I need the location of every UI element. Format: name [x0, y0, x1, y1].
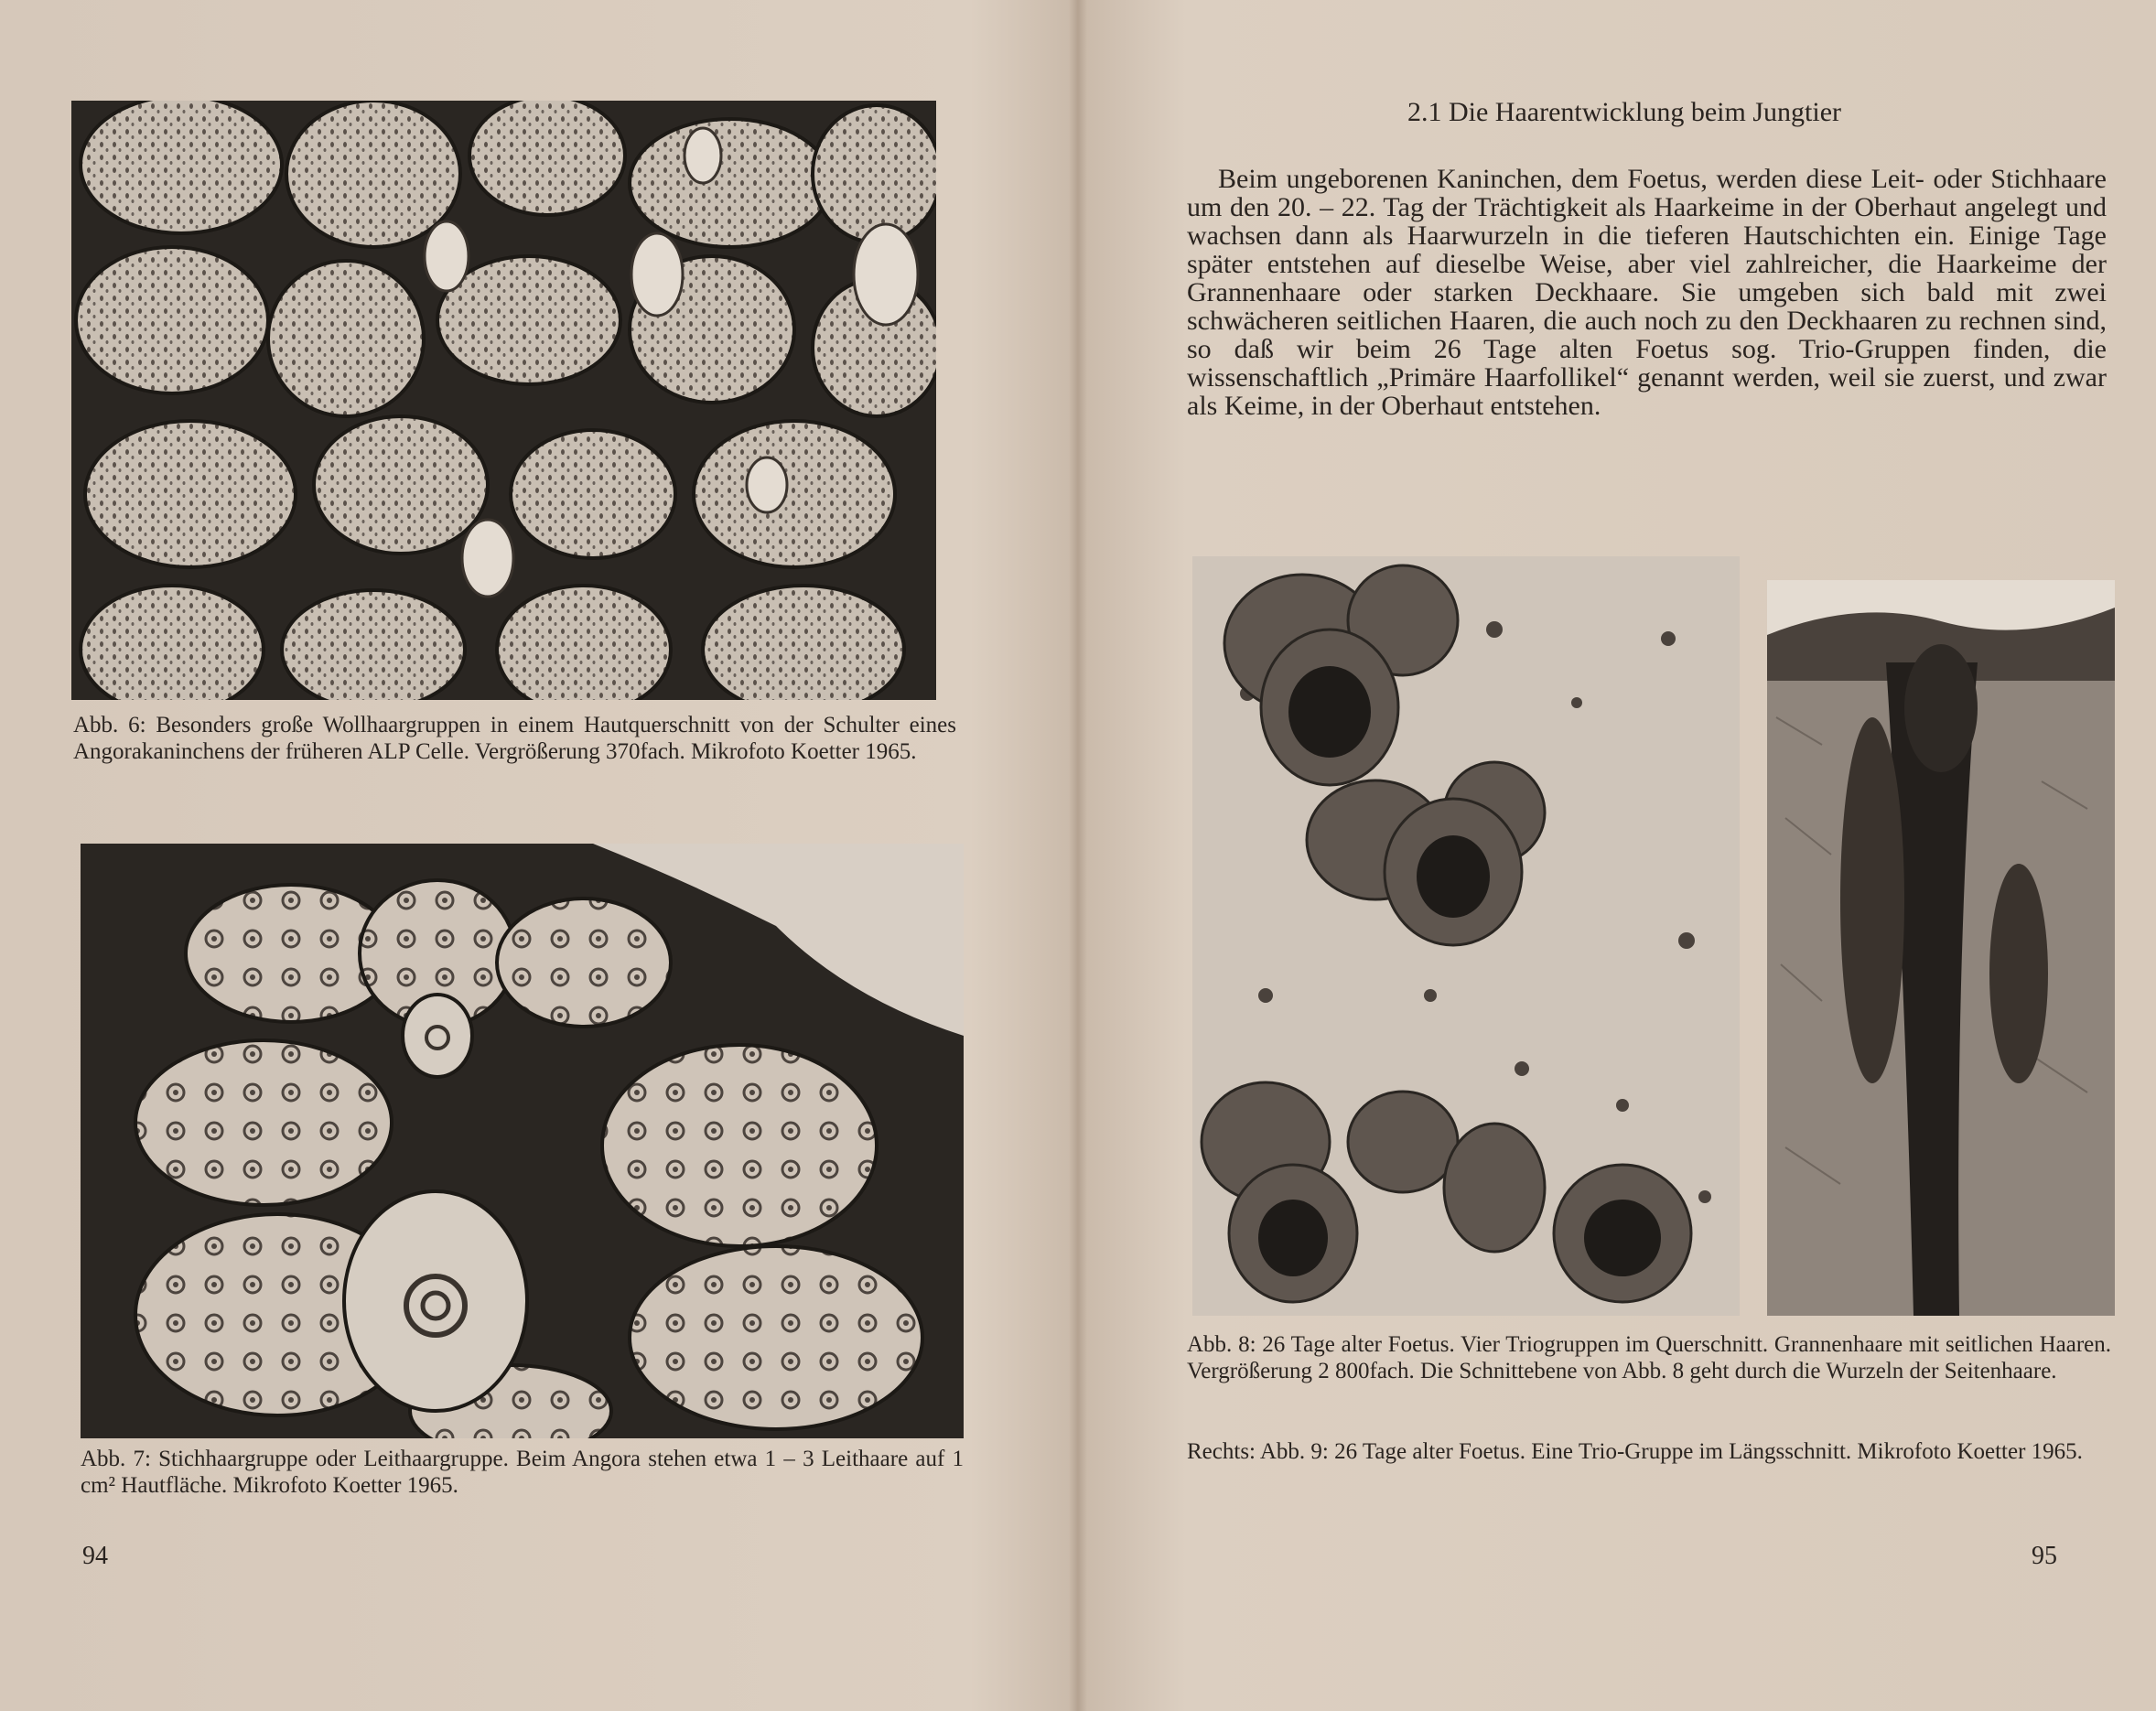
figure-7-micrograph	[81, 844, 964, 1438]
page-number-left: 94	[82, 1542, 108, 1570]
figure-9-caption: Rechts: Abb. 9: 26 Tage alter Foetus. Eine Trio-Gruppe im Längsschnitt. Mikrofoto Koetter 1965.	[1187, 1439, 2083, 1464]
left-page	[0, 0, 1071, 1711]
figure-6-micrograph	[71, 101, 936, 700]
right-page	[1084, 0, 2156, 1711]
body-paragraph: Beim ungeborenen Kaninchen, dem Foetus, werden diese Leit- oder Stichhaare um den 20. – 22. Tag der Trächtigkeit als Haarkeime in der Oberhaut angelegt und wachsen dann als Haarwurzeln in die tieferen Hautschichten ein. Einige Tage später entstehen auf dieselbe Weise, aber viel zahlreicher, die Haarkeime der Grannenhaare oder starken Deckhaare. Sie umgeben sich bald mit zwei schwächeren seitlichen Haaren, die auch noch zu den Deckhaaren zu rechnen sind, so daß wir beim 26 Tage alten Foetus sog. Trio-Gruppen finden, die wissenschaftlich „Primäre Haarfollikel“ genannt werden, weil sie zuerst, und zwar als Keime, in der Oberhaut entstehen.	[1187, 164, 2107, 421]
page-number-right: 95	[2032, 1542, 2057, 1570]
figure-8-micrograph	[1192, 556, 1740, 1316]
figure-7-caption: Abb. 7: Stichhaargruppe oder Leithaargruppe. Beim Angora stehen etwa 1 – 3 Leithaare auf 1 cm² Hautfläche. Mikrofoto Koetter 1965.	[81, 1447, 964, 1498]
figure-9-micrograph	[1767, 580, 2115, 1316]
figure-8-caption: Abb. 8: 26 Tage alter Foetus. Vier Triogruppen im Querschnitt. Grannenhaare mit seitlichen Haaren. Vergrößerung 2 800fach. Die Schnittebene von Abb. 8 geht durch die Wurzeln der Seitenhaare.	[1187, 1332, 2111, 1383]
figure-6-caption: Abb. 6: Besonders große Wollhaargruppen in einem Hautquerschnitt von der Schulter eines Angorakaninchens der früheren ALP Celle. Vergrößerung 370fach. Mikrofoto Koetter 1965.	[73, 713, 956, 764]
running-head: 2.1 Die Haarentwicklung beim Jungtier	[1407, 97, 1842, 127]
